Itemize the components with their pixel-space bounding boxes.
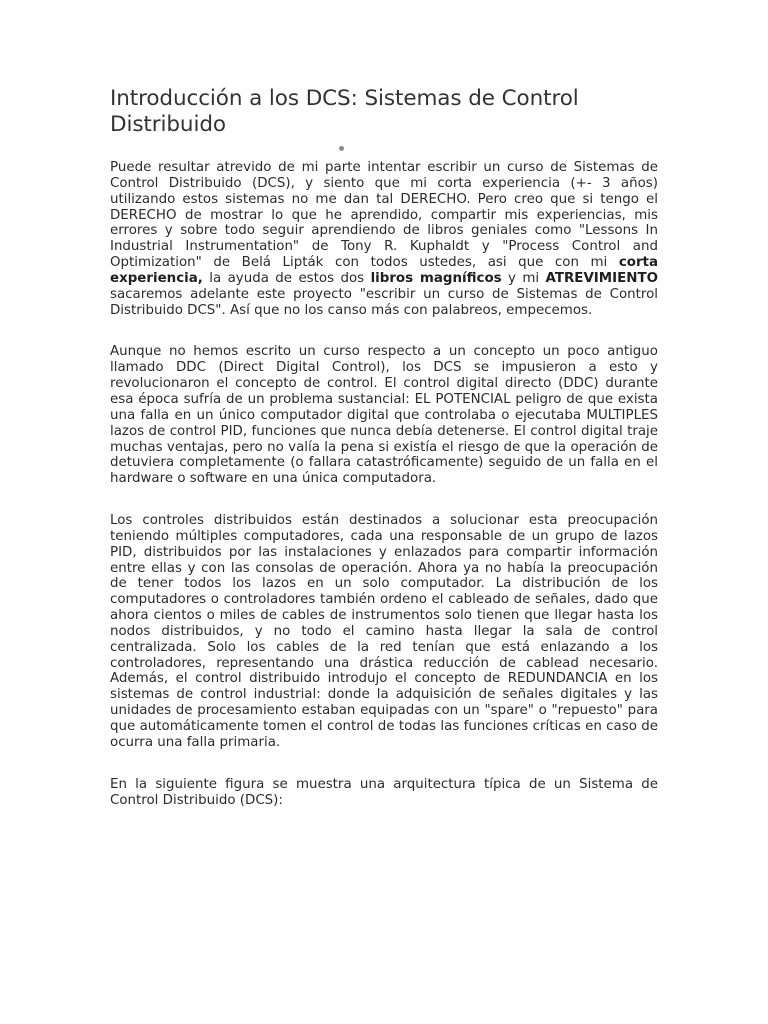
intro-text-4: sacaremos adelante este proyecto "escribir un curso de Sistemas de Control Distribuido DCS". Así que no los canso más con palabreos, empecemos. [110,286,658,318]
separator [110,138,658,160]
paragraph-gap [110,318,658,344]
intro-bold-1: corta experiencia, [110,255,658,286]
intro-text-2: la ayuda de estos dos [202,270,371,286]
paragraph-distributed: Los controles distribuidos están destinados a solucionar esta preocupación teniendo múltiples computadores, cada una responsable de un grupo de lazos PID, distribuidos por las instalaciones y enlazados para compartir información entre ellas y con las consolas de operación. Ahora ya no había la preocupación de tener todos los lazos en un solo computador. La distribución de los computadores o controladores también ordeno el cableado de señales, dado que ahora cientos o miles de cables de instrumentos solo tienen que llegar hasta los nodos distribuidos, y no todo el camino hasta llegar la sala de control centralizada. Solo los cables de la red tenían que está enlazando a los controladores, representando una drástica reducción de cablead necesario. Además, el control distribuido introdujo el concepto de REDUNDANCIA en los sistemas de control industrial: donde la adquisición de señales digitales y las unidades de procesamiento estaban equipadas con un "spare" o "repuesto" para que automáticamente tomen el control de todas las funciones críticas en caso de ocurra una falla primaria. [110,513,658,750]
paragraph-intro [110,160,658,318]
intro-text-1: Puede resultar atrevido de mi parte intentar escribir un curso de Sistemas de Control Distribuido (DCS), y siento que mi corta experiencia (+- 3 años) utilizando estos sistemas no me dan tal DERECHO. Pero creo que si tengo el DERECHO de mostrar lo que he aprendido, compartir mis experiencias, mis errores y sobre todo seguir aprendiendo de libros geniales como "Lessons In Industrial Instrumentation" de Tony R. Kuphaldt y "Process Control and Optimization" de Belá Lipták con todos ustedes, asi que con mi [110,160,658,271]
intro-bold-3: ATREVIMIENTO [545,270,658,286]
page-title: Introducción a los DCS: Sistemas de Control Distribuido [110,86,579,137]
intro-bold-2: libros magníficos [370,270,502,286]
paragraph-gap [110,487,658,513]
paragraph-gap [110,751,658,777]
bullet-icon [339,146,344,151]
document-page [110,86,658,808]
intro-text-3: y mi [501,270,546,286]
paragraph-ddc: Aunque no hemos escrito un curso respecto a un concepto un poco antiguo llamado DDC (Direct Digital Control), los DCS se impusieron a esto y revolucionaron el concepto de control. El control digital directo (DDC) durante esa época sufría de un problema sustancial: EL POTENCIAL peligro de que exista una falla en un único computador digital que controlaba o ejecutaba MULTIPLES lazos de control PID, funciones que nunca debía detenerse. El control digital traje muchas ventajas, pero no valía la pena si existía el riesgo de que la operación de detuviera completamente (o fallara catastróficamente) seguido de un falla en el hardware o software en una única computadora. [110,344,658,487]
paragraph-figure-intro: En la siguiente figura se muestra una arquitectura típica de un Sistema de Control Distribuido (DCS): [110,776,658,808]
